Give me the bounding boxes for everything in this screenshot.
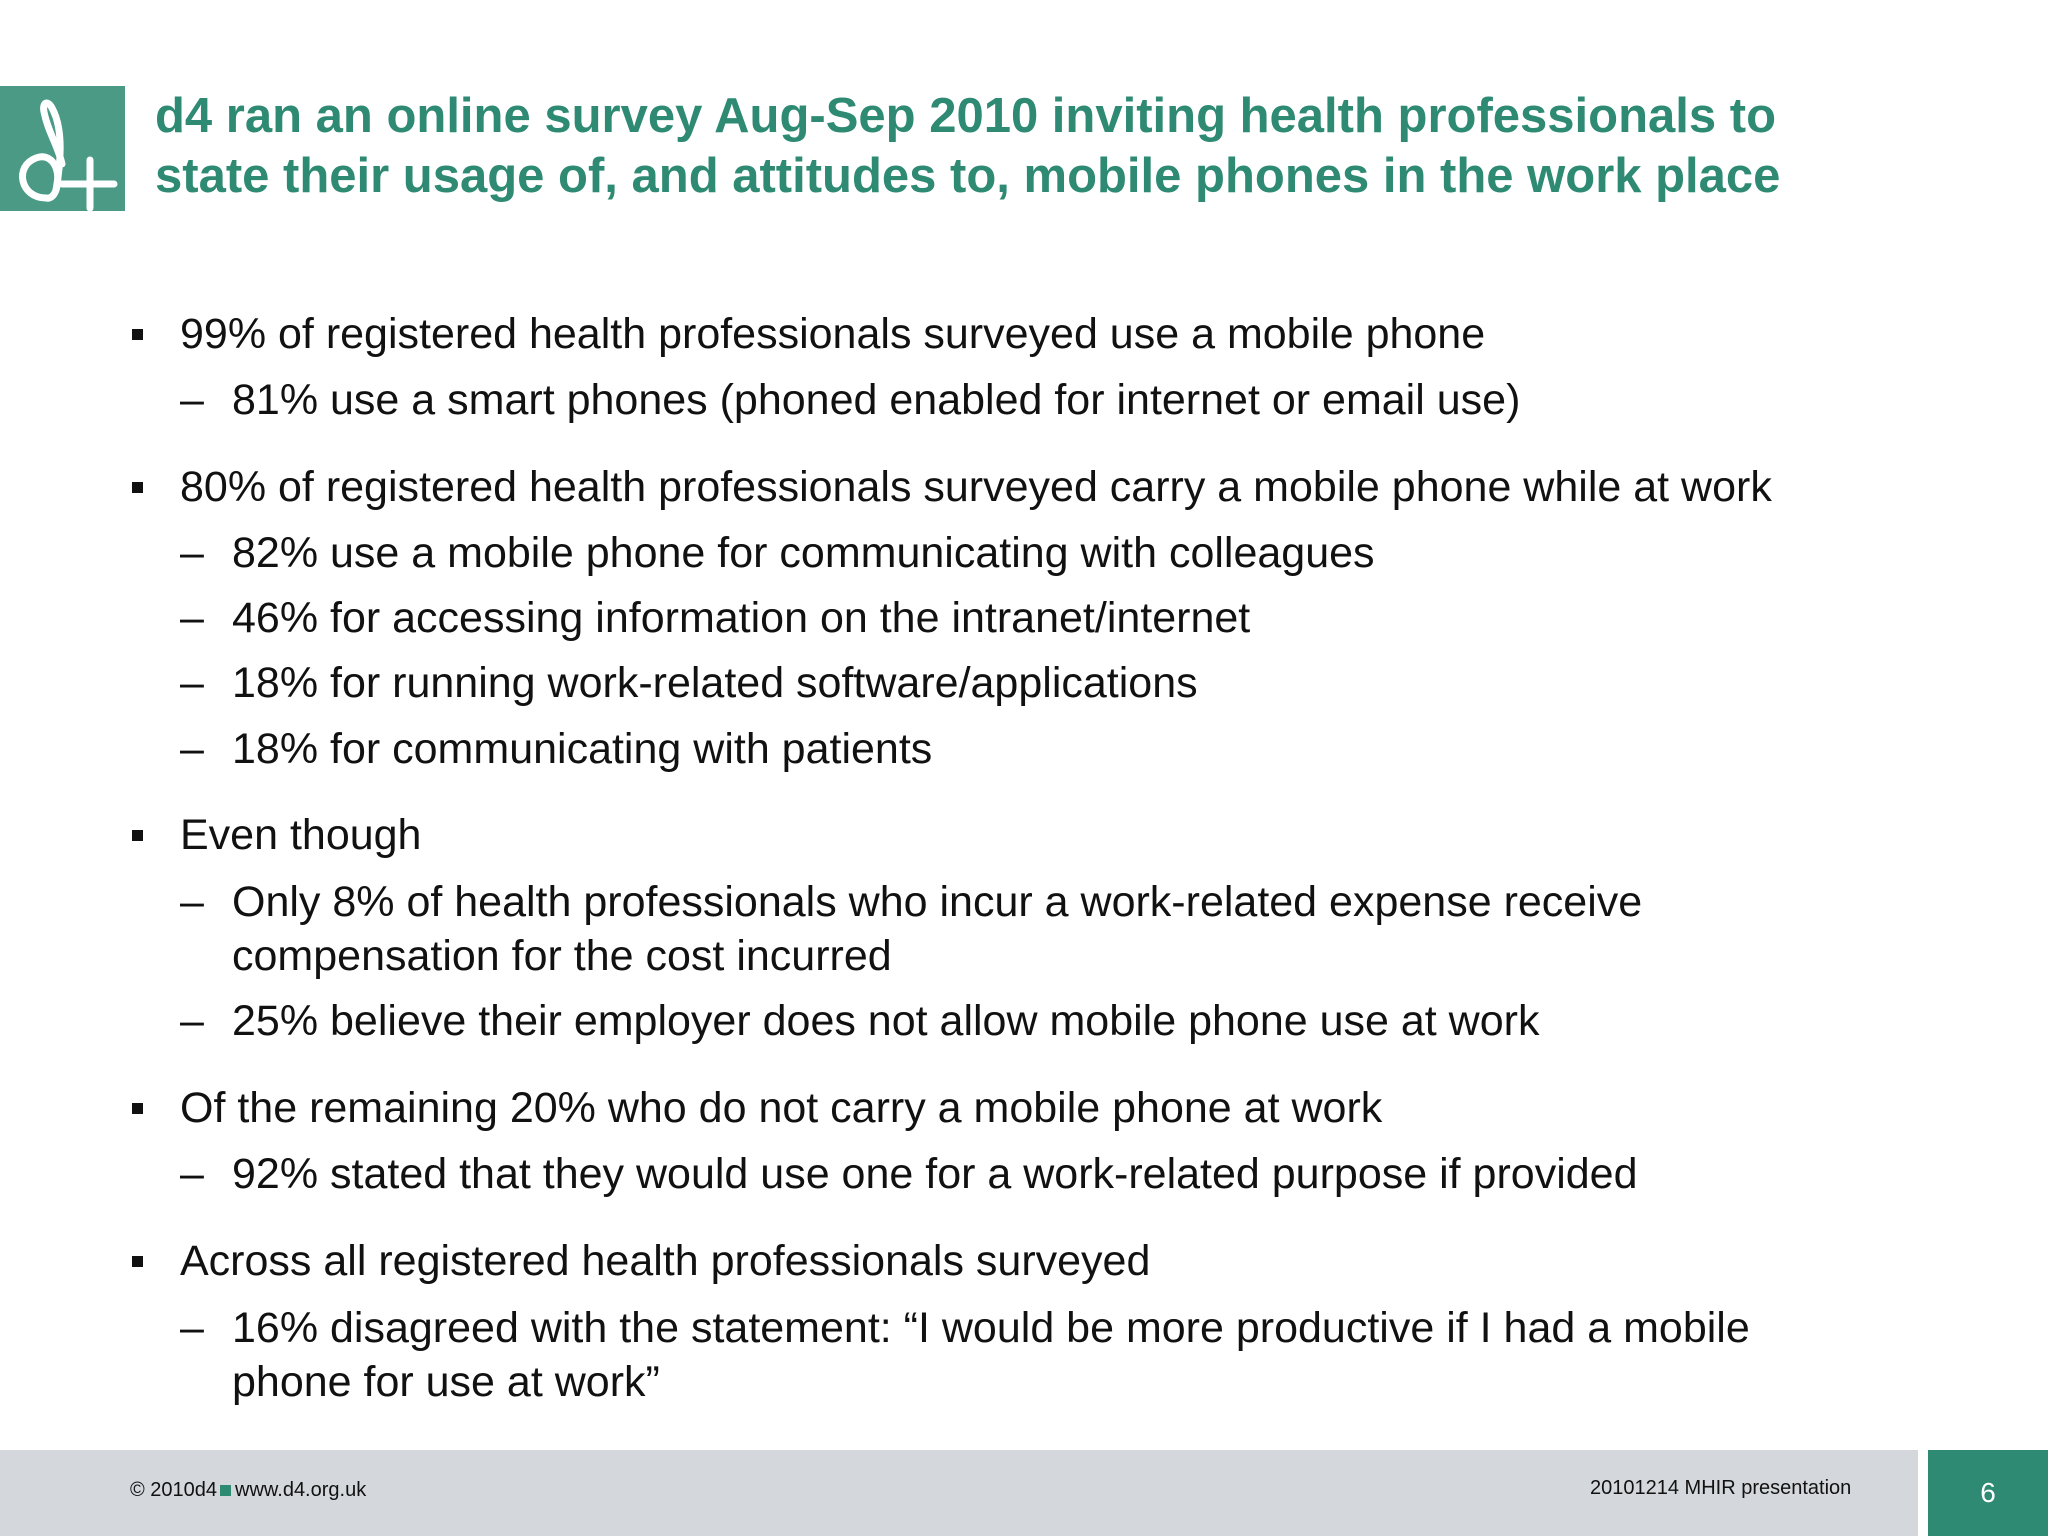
slide-footer <box>0 1450 1918 1536</box>
bullet-text: 99% of registered health professionals surveyed use a mobile phone <box>180 310 1486 358</box>
footer-presentation-label: 20101214 MHIR presentation <box>1590 1477 1852 1499</box>
bullet-marker <box>132 1256 143 1267</box>
d4-logo-mark <box>0 86 125 211</box>
footer-copyright-block <box>130 1479 366 1502</box>
bullet-marker <box>132 830 143 841</box>
sub-bullet-text: 25% believe their employer does not allow mobile phone use at work <box>232 997 1540 1045</box>
bullet-text: Of the remaining 20% who do not carry a mobile phone at work <box>180 1084 1383 1132</box>
bullet-text: Across all registered health professionals surveyed <box>180 1237 1151 1285</box>
bullet-marker <box>132 1103 143 1114</box>
page-number: 6 <box>1980 1477 1996 1508</box>
slide-title-line-2: state their usage of, and attitudes to, mobile phones in the work place <box>155 149 1781 203</box>
sub-bullet-dash: – <box>180 878 204 926</box>
bullet-text: Even though <box>180 811 422 859</box>
sub-bullet-text: 46% for accessing information on the intranet/internet <box>232 594 1251 642</box>
sub-bullet-dash: – <box>180 997 204 1045</box>
sub-bullet-text: 82% use a mobile phone for communicating with colleagues <box>232 529 1375 577</box>
sub-bullet-text: Only 8% of health professionals who incur a work-related expense receive <box>232 878 1643 926</box>
sub-bullet-dash: – <box>180 725 204 773</box>
d4-logo <box>0 86 125 211</box>
footer-square-icon <box>220 1485 231 1496</box>
sub-bullet-text: 81% use a smart phones (phoned enabled for internet or email use) <box>232 376 1521 424</box>
sub-bullet-dash: – <box>180 529 204 577</box>
sub-bullet-dash: – <box>180 594 204 642</box>
sub-bullet-text-continuation: phone for use at work” <box>232 1358 660 1406</box>
page-number-box <box>1928 1450 2048 1536</box>
sub-bullet-text: 18% for running work-related software/applications <box>232 659 1198 707</box>
slide-title-line-1: d4 ran an online survey Aug-Sep 2010 inviting health professionals to <box>155 89 1776 143</box>
bullet-marker <box>132 329 143 340</box>
sub-bullet-text: 18% for communicating with patients <box>232 725 933 773</box>
bullet-marker <box>132 482 143 493</box>
sub-bullet-dash: – <box>180 1304 204 1352</box>
sub-bullet-dash: – <box>180 376 204 424</box>
slide-title <box>155 86 2015 206</box>
bullet-text: 80% of registered health professionals surveyed carry a mobile phone while at work <box>180 463 1772 511</box>
sub-bullet-text: 92% stated that they would use one for a work-related purpose if provided <box>232 1150 1638 1198</box>
footer-website-link[interactable]: www.d4.org.uk <box>235 1479 367 1501</box>
sub-bullet-text: 16% disagreed with the statement: “I would be more productive if I had a mobile <box>232 1304 1750 1352</box>
footer-copyright: © 2010d4 <box>130 1479 218 1501</box>
sub-bullet-dash: – <box>180 1150 204 1198</box>
sub-bullet-dash: – <box>180 659 204 707</box>
sub-bullet-text-continuation: compensation for the cost incurred <box>232 932 892 980</box>
